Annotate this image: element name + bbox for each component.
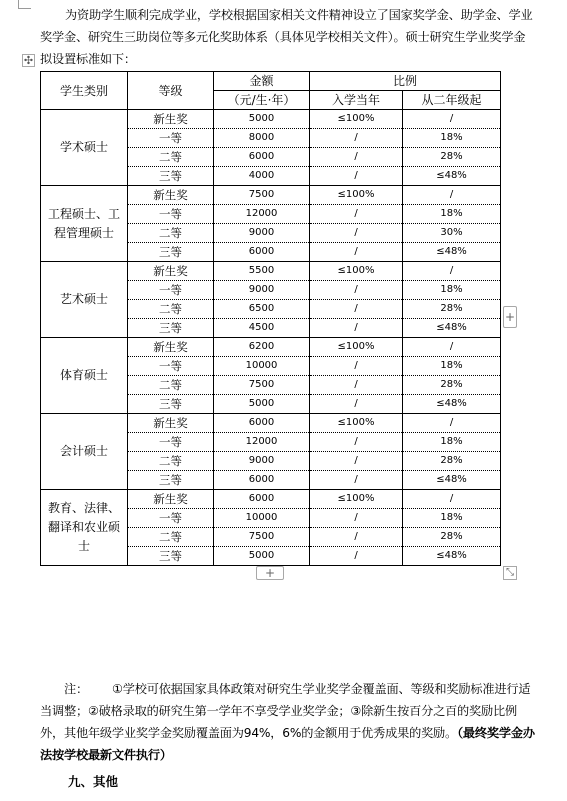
level-cell: 二等 <box>128 452 214 471</box>
level-cell: 一等 <box>128 129 214 148</box>
ratio-first-year-cell: / <box>310 148 403 167</box>
amount-cell: 6000 <box>214 414 310 433</box>
amount-cell: 6000 <box>214 490 310 509</box>
level-cell: 一等 <box>128 281 214 300</box>
category-cell: 艺术硕士 <box>41 262 128 338</box>
ratio-first-year-cell: / <box>310 243 403 262</box>
category-cell: 会计硕士 <box>41 414 128 490</box>
level-cell: 二等 <box>128 300 214 319</box>
ratio-later-years-cell: / <box>403 110 501 129</box>
ratio-first-year-cell: / <box>310 376 403 395</box>
level-cell: 新生奖 <box>128 490 214 509</box>
ratio-later-years-cell: 18% <box>403 357 501 376</box>
ratio-later-years-cell: ≤48% <box>403 395 501 414</box>
header-category: 学生类别 <box>41 72 128 110</box>
ratio-later-years-cell: 18% <box>403 281 501 300</box>
note-label: 注： <box>64 682 88 696</box>
header-amount-unit: （元/生·年） <box>214 91 310 110</box>
ratio-later-years-cell: 28% <box>403 376 501 395</box>
ratio-first-year-cell: / <box>310 300 403 319</box>
page-corner-mark <box>18 0 31 9</box>
ratio-first-year-cell: / <box>310 509 403 528</box>
ratio-later-years-cell: 18% <box>403 509 501 528</box>
table-row <box>41 414 501 433</box>
level-cell: 新生奖 <box>128 186 214 205</box>
ratio-later-years-cell: ≤48% <box>403 319 501 338</box>
ratio-later-years-cell: ≤48% <box>403 471 501 490</box>
ratio-later-years-cell: ≤48% <box>403 167 501 186</box>
ratio-later-years-cell: / <box>403 338 501 357</box>
level-cell: 一等 <box>128 509 214 528</box>
ratio-later-years-cell: 28% <box>403 528 501 547</box>
level-cell: 新生奖 <box>128 262 214 281</box>
amount-cell: 10000 <box>214 357 310 376</box>
amount-cell: 5500 <box>214 262 310 281</box>
intro-paragraph: 为资助学生顺利完成学业，学校根据国家相关文件精神设立了国家奖学金、助学金、学业奖学金、研究生三助岗位等多元化奖助体系（具体见学校相关文件）。硕士研究生学业奖学金拟设置标准如下： <box>40 8 533 66</box>
level-cell: 二等 <box>128 224 214 243</box>
ratio-later-years-cell: 28% <box>403 300 501 319</box>
ratio-first-year-cell: / <box>310 129 403 148</box>
amount-cell: 6000 <box>214 148 310 167</box>
table-row <box>41 490 501 509</box>
section-title: 九、其他 <box>68 774 119 789</box>
ratio-later-years-cell: / <box>403 414 501 433</box>
level-cell: 一等 <box>128 357 214 376</box>
table-row <box>41 186 501 205</box>
amount-cell: 5000 <box>214 110 310 129</box>
header-ratio: 比例 <box>310 72 501 91</box>
level-cell: 新生奖 <box>128 338 214 357</box>
level-cell: 新生奖 <box>128 414 214 433</box>
level-cell: 三等 <box>128 167 214 186</box>
ratio-first-year-cell: ≤100% <box>310 110 403 129</box>
table-resize-handle-icon[interactable]: ⤡ <box>503 566 517 580</box>
note-body: ①学校可依据国家具体政策对研究生学业奖学金覆盖面、等级和奖励标准进行适当调整；②破格录取的研究生第一学年不享受学业奖学金；③除新生按百分之百的奖励比例外，其他年级学业奖学金奖励覆盖面为94%，6%的金额用于优秀成果的奖励。 <box>40 682 531 740</box>
level-cell: 二等 <box>128 528 214 547</box>
ratio-first-year-cell: / <box>310 167 403 186</box>
amount-cell: 4000 <box>214 167 310 186</box>
ratio-later-years-cell: 28% <box>403 148 501 167</box>
amount-cell: 7500 <box>214 528 310 547</box>
amount-cell: 9000 <box>214 281 310 300</box>
level-cell: 三等 <box>128 471 214 490</box>
level-cell: 一等 <box>128 433 214 452</box>
ratio-first-year-cell: / <box>310 357 403 376</box>
ratio-later-years-cell: / <box>403 262 501 281</box>
amount-cell: 5000 <box>214 395 310 414</box>
ratio-first-year-cell: ≤100% <box>310 186 403 205</box>
ratio-later-years-cell: 30% <box>403 224 501 243</box>
ratio-later-years-cell: 18% <box>403 205 501 224</box>
amount-cell: 6000 <box>214 243 310 262</box>
amount-cell: 6500 <box>214 300 310 319</box>
category-cell: 体育硕士 <box>41 338 128 414</box>
level-cell: 三等 <box>128 319 214 338</box>
ratio-later-years-cell: 28% <box>403 452 501 471</box>
ratio-first-year-cell: ≤100% <box>310 338 403 357</box>
ratio-later-years-cell: ≤48% <box>403 243 501 262</box>
ratio-first-year-cell: / <box>310 471 403 490</box>
amount-cell: 12000 <box>214 205 310 224</box>
table-move-handle-icon[interactable]: ✣ <box>23 54 34 67</box>
ratio-first-year-cell: ≤100% <box>310 262 403 281</box>
amount-cell: 6000 <box>214 471 310 490</box>
ratio-first-year-cell: / <box>310 547 403 566</box>
header-ratio-later-years: 从二年级起 <box>403 91 501 110</box>
level-cell: 三等 <box>128 243 214 262</box>
note-paragraph <box>40 678 536 766</box>
ratio-first-year-cell: / <box>310 395 403 414</box>
table-row <box>41 262 501 281</box>
level-cell: 二等 <box>128 376 214 395</box>
level-cell: 三等 <box>128 395 214 414</box>
category-cell: 工程硕士、工程管理硕士 <box>41 186 128 262</box>
header-ratio-first-year: 入学当年 <box>310 91 403 110</box>
amount-cell: 8000 <box>214 129 310 148</box>
ratio-first-year-cell: ≤100% <box>310 414 403 433</box>
scholarship-table <box>40 71 501 566</box>
ratio-first-year-cell: / <box>310 319 403 338</box>
amount-cell: 12000 <box>214 433 310 452</box>
level-cell: 二等 <box>128 148 214 167</box>
ratio-first-year-cell: / <box>310 205 403 224</box>
ratio-first-year-cell: / <box>310 281 403 300</box>
amount-cell: 7500 <box>214 186 310 205</box>
amount-cell: 6200 <box>214 338 310 357</box>
add-row-handle-icon[interactable]: + <box>503 306 517 328</box>
table-row <box>41 110 501 129</box>
add-column-handle-icon[interactable]: + <box>256 566 284 580</box>
level-cell: 三等 <box>128 547 214 566</box>
table-body <box>41 110 501 566</box>
note-emphasis: （最终奖学金办法按学校最新文件执行） <box>40 726 535 762</box>
amount-cell: 10000 <box>214 509 310 528</box>
level-cell: 一等 <box>128 205 214 224</box>
ratio-later-years-cell: 18% <box>403 129 501 148</box>
header-level: 等级 <box>128 72 214 110</box>
amount-cell: 9000 <box>214 452 310 471</box>
ratio-later-years-cell: 18% <box>403 433 501 452</box>
amount-cell: 9000 <box>214 224 310 243</box>
table-row <box>41 338 501 357</box>
amount-cell: 5000 <box>214 547 310 566</box>
ratio-first-year-cell: / <box>310 433 403 452</box>
header-amount: 金额 <box>214 72 310 91</box>
ratio-later-years-cell: / <box>403 490 501 509</box>
ratio-first-year-cell: / <box>310 528 403 547</box>
level-cell: 新生奖 <box>128 110 214 129</box>
ratio-later-years-cell: / <box>403 186 501 205</box>
ratio-later-years-cell: ≤48% <box>403 547 501 566</box>
ratio-first-year-cell: ≤100% <box>310 490 403 509</box>
ratio-first-year-cell: / <box>310 452 403 471</box>
amount-cell: 4500 <box>214 319 310 338</box>
ratio-first-year-cell: / <box>310 224 403 243</box>
amount-cell: 7500 <box>214 376 310 395</box>
category-cell: 学术硕士 <box>41 110 128 186</box>
category-cell: 教育、法律、翻译和农业硕士 <box>41 490 128 566</box>
